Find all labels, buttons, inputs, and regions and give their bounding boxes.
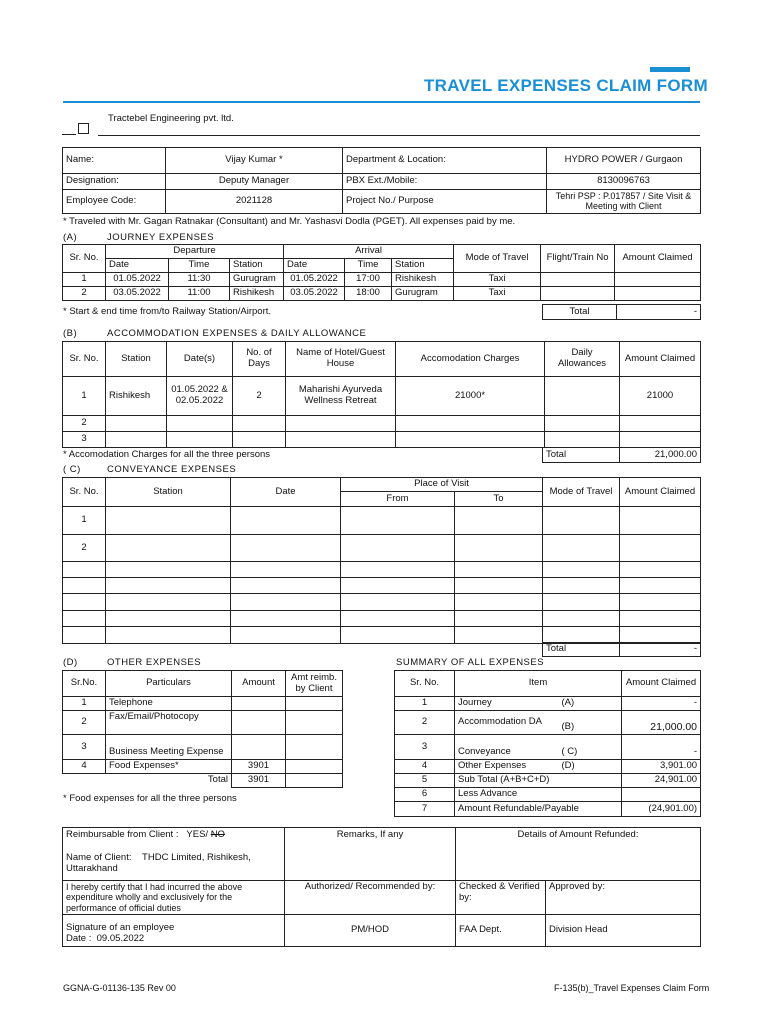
conv-h-srno: Sr. No. (63, 478, 106, 507)
client-label: Name of Client: (66, 851, 132, 863)
faa-dept: FAA Dept. (456, 915, 546, 947)
journey-h-arrival: Arrival (284, 245, 454, 259)
table-row (63, 507, 701, 535)
table-row (63, 760, 343, 774)
other-amount: 3901 (232, 760, 286, 774)
conv-sr: 1 (63, 507, 106, 535)
pbx-value: 8130096763 (547, 174, 701, 190)
summary-sr: 4 (395, 760, 455, 774)
summary-code: (B) (559, 711, 622, 735)
table-row (63, 697, 343, 711)
form-title: TRAVEL EXPENSES CLAIM FORM (424, 76, 708, 95)
acc-charges: 21000* (396, 377, 545, 416)
other-sr: 4 (63, 760, 106, 774)
company-name: Tractebel Engineering pvt. ltd. (108, 113, 234, 124)
acc-days: 2 (233, 377, 286, 416)
journey-arr-station: Rishikesh (392, 273, 454, 287)
journey-arr-date: 03.05.2022 (284, 287, 345, 301)
acc-da (545, 377, 620, 416)
title-underline (63, 101, 700, 103)
conv-total-label: Total (543, 643, 620, 657)
acc-h-srno: Sr. No. (63, 342, 106, 377)
summary-code: (D) (559, 760, 622, 774)
other-note: * Food expenses for all the three persons (63, 793, 237, 804)
journey-h-dep-date: Date (106, 259, 169, 273)
accommodation-note: * Accomodation Charges for all the three persons (63, 449, 271, 460)
other-h-particulars: Particulars (106, 671, 232, 697)
summary-title: SUMMARY OF ALL EXPENSES (396, 657, 545, 668)
table-row (63, 535, 701, 562)
journey-h-dep-station: Station (230, 259, 284, 273)
table-row (63, 735, 343, 760)
summary-amount: - (622, 735, 701, 760)
summary-amount: 3,901.00 (622, 760, 701, 774)
journey-title: JOURNEY EXPENSES (107, 232, 215, 243)
table-row (395, 802, 701, 817)
summary-sr: 7 (395, 802, 455, 817)
journey-h-flight: Flight/Train No (541, 245, 615, 273)
conv-h-mode: Mode of Travel (543, 478, 620, 507)
other-amount (232, 735, 286, 760)
summary-sr: 5 (395, 774, 455, 788)
summary-amount: - (622, 697, 701, 711)
journey-mode: Taxi (454, 273, 541, 287)
signature-cell (63, 915, 285, 947)
employee-code-label: Employee Code: (63, 190, 166, 214)
date-label: Date : (66, 933, 92, 945)
checked-label: Checked & Verified by: (456, 881, 546, 915)
certify-text: I hereby certify that I had incurred the above expenditure wholly and exclusively for the performance of official duties (63, 881, 285, 915)
journey-h-dep-time: Time (169, 259, 230, 273)
journey-dep-date: 03.05.2022 (106, 287, 169, 301)
summary-item: Journey (455, 697, 559, 711)
traveled-note: * Traveled with Mr. Gagan Ratnakar (Consultant) and Mr. Yashasvi Dodla (PGET). All expenses paid by me. (63, 216, 516, 227)
other-sr: 3 (63, 735, 106, 760)
title-accent-bar (650, 67, 690, 72)
accommodation-title: ACCOMMODATION EXPENSES & DAILY ALLOWANCE (107, 328, 367, 339)
conv-sr: 2 (63, 535, 106, 562)
table-row (63, 711, 343, 735)
summary-sr: 1 (395, 697, 455, 711)
summary-table (394, 670, 701, 817)
designation-value: Deputy Manager (166, 174, 343, 190)
summary-amount: (24,901.00) (622, 802, 701, 817)
acc-h-station: Station (106, 342, 167, 377)
dept-label: Department & Location: (343, 148, 547, 174)
reimbursable-cell (63, 828, 285, 881)
table-row (63, 594, 701, 611)
acc-amount: 21000 (620, 377, 701, 416)
acc-sr: 2 (63, 416, 106, 432)
conv-h-amount: Amount Claimed (620, 478, 701, 507)
acc-h-hotel: Name of Hotel/Guest House (286, 342, 396, 377)
table-row (63, 774, 343, 788)
date-value: 09.05.2022 (96, 933, 145, 945)
summary-item: Conveyance (455, 735, 559, 760)
table-row (63, 416, 701, 432)
journey-total-label: Total (543, 305, 617, 320)
conveyance-total-table (542, 642, 701, 657)
summary-sr: 3 (395, 735, 455, 760)
journey-arr-date: 01.05.2022 (284, 273, 345, 287)
employee-code-value: 2021128 (166, 190, 343, 214)
journey-dep-station: Rishikesh (230, 287, 284, 301)
table-row (395, 697, 701, 711)
table-row (63, 377, 701, 416)
conv-h-station: Station (106, 478, 231, 507)
company-underline (98, 135, 700, 136)
table-row (63, 627, 701, 644)
other-total-label: Total (106, 774, 232, 788)
journey-h-arr-station: Station (392, 259, 454, 273)
summary-amount: 24,901.00 (622, 774, 701, 788)
table-row (63, 611, 701, 627)
table-row (63, 273, 701, 287)
conveyance-letter: ( C) (63, 464, 81, 475)
acc-total-value: 21,000.00 (620, 448, 701, 463)
summary-item: Sub Total (A+B+C+D) (455, 774, 622, 788)
summary-item: Amount Refundable/Payable (455, 802, 622, 817)
reimb-yes: YES/ (186, 829, 209, 840)
acc-h-charges: Accomodation Charges (396, 342, 545, 377)
summary-h-amount: Amount Claimed (622, 671, 701, 697)
acc-total-label: Total (543, 448, 620, 463)
summary-sr: 6 (395, 788, 455, 802)
journey-arr-time: 17:00 (345, 273, 392, 287)
name-label: Name: (63, 148, 166, 174)
acc-sr: 1 (63, 377, 106, 416)
division-head: Division Head (546, 915, 701, 947)
acc-h-days: No. of Days (233, 342, 286, 377)
journey-flight (541, 273, 615, 287)
conv-total-value: - (620, 643, 701, 657)
journey-letter: (A) (63, 232, 78, 243)
acc-hotel: Maharishi Ayurveda Wellness Retreat (286, 377, 396, 416)
journey-flight (541, 287, 615, 301)
journey-note: * Start & end time from/to Railway Station/Airport. (63, 306, 272, 317)
accommodation-letter: (B) (63, 328, 78, 339)
acc-sr: 3 (63, 432, 106, 448)
summary-h-item: Item (455, 671, 622, 697)
approved-label: Approved by: (546, 881, 701, 915)
acc-h-dates: Date(s) (167, 342, 233, 377)
employee-table (62, 147, 701, 214)
summary-item: Less Advance (455, 788, 622, 802)
table-row (63, 562, 701, 578)
signature-label: Signature of an employee (66, 922, 175, 934)
reimb-no: NO (210, 829, 225, 840)
footer-form-name: F-135(b)_Travel Expenses Claim Form (554, 983, 710, 993)
journey-dep-time: 11:30 (169, 273, 230, 287)
other-expenses-table (62, 670, 343, 788)
other-h-srno: Sr.No. (63, 671, 106, 697)
table-row (395, 760, 701, 774)
summary-sr: 2 (395, 711, 455, 735)
pm-hod: PM/HOD (285, 915, 456, 947)
company-checkbox[interactable] (78, 123, 89, 134)
acc-station: Rishikesh (106, 377, 167, 416)
table-row (63, 578, 701, 594)
checkbox-line (62, 134, 76, 135)
other-amount (232, 711, 286, 735)
table-row (63, 287, 701, 301)
project-value: Tehri PSP : P.017857 / Site Visit & Meeting with Client (547, 190, 701, 214)
authorized-label: Authorized/ Recommended by: (285, 881, 456, 915)
footer-doc-code: GGNA-G-01136-135 Rev 00 (63, 983, 176, 993)
journey-total-table (542, 304, 701, 320)
conveyance-table (62, 477, 701, 644)
other-item: Business Meeting Expense (106, 735, 232, 760)
other-item: Fax/Email/Photocopy (106, 711, 232, 735)
other-sr: 2 (63, 711, 106, 735)
name-value: Vijay Kumar * (166, 148, 343, 174)
journey-arr-time: 18:00 (345, 287, 392, 301)
journey-dep-date: 01.05.2022 (106, 273, 169, 287)
journey-h-mode: Mode of Travel (454, 245, 541, 273)
other-amount (232, 697, 286, 711)
summary-code: ( C) (559, 735, 622, 760)
journey-h-srno: Sr. No. (63, 245, 106, 273)
table-row (395, 711, 701, 735)
journey-h-arr-time: Time (345, 259, 392, 273)
client-value: THDC Limited, Rishikesh, Uttarakhand (66, 851, 251, 874)
other-total-value: 3901 (232, 774, 286, 788)
remarks-cell: Remarks, If any (285, 828, 456, 881)
table-row (63, 432, 701, 448)
other-h-amount: Amount (232, 671, 286, 697)
journey-sr: 2 (63, 287, 106, 301)
summary-h-srno: Sr. No. (395, 671, 455, 697)
journey-total-value: - (617, 305, 701, 320)
journey-h-arr-date: Date (284, 259, 345, 273)
conv-h-to: To (455, 492, 543, 507)
summary-amount (622, 788, 701, 802)
journey-dep-time: 11:00 (169, 287, 230, 301)
journey-dep-station: Gurugram (230, 273, 284, 287)
journey-h-amount: Amount Claimed (615, 245, 701, 273)
conv-h-place: Place of Visit (341, 478, 543, 492)
journey-sr: 1 (63, 273, 106, 287)
conveyance-title: CONVEYANCE EXPENSES (107, 464, 237, 475)
journey-amount (615, 273, 701, 287)
details-refunded: Details of Amount Refunded: (456, 828, 701, 881)
designation-label: Designation: (63, 174, 166, 190)
table-row (395, 774, 701, 788)
summary-item: Accommodation DA (455, 711, 559, 735)
other-h-reimb: Amt reimb. by Client (286, 671, 343, 697)
reimb-label: Reimbursable from Client : (66, 829, 179, 840)
other-item: Food Expenses* (106, 760, 232, 774)
summary-item: Other Expenses (455, 760, 559, 774)
table-row (395, 735, 701, 760)
journey-amount (615, 287, 701, 301)
conv-h-from: From (341, 492, 455, 507)
journey-h-departure: Departure (106, 245, 284, 259)
table-row (395, 788, 701, 802)
dept-value: HYDRO POWER / Gurgaon (547, 148, 701, 174)
accommodation-total-table (542, 447, 701, 463)
other-sr: 1 (63, 697, 106, 711)
journey-arr-station: Gurugram (392, 287, 454, 301)
accommodation-table (62, 341, 701, 448)
conv-h-date: Date (231, 478, 341, 507)
summary-amount: 21,000.00 (622, 711, 701, 735)
pbx-label: PBX Ext./Mobile: (343, 174, 547, 190)
other-item: Telephone (106, 697, 232, 711)
acc-dates: 01.05.2022 & 02.05.2022 (167, 377, 233, 416)
summary-code: (A) (559, 697, 622, 711)
journey-mode: Taxi (454, 287, 541, 301)
acc-h-amount: Amount Claimed (620, 342, 701, 377)
other-title: OTHER EXPENSES (107, 657, 202, 668)
project-label: Project No./ Purpose (343, 190, 547, 214)
journey-table (62, 244, 701, 301)
other-letter: (D) (63, 657, 78, 668)
acc-h-da: Daily Allowances (545, 342, 620, 377)
approval-table (62, 827, 701, 947)
